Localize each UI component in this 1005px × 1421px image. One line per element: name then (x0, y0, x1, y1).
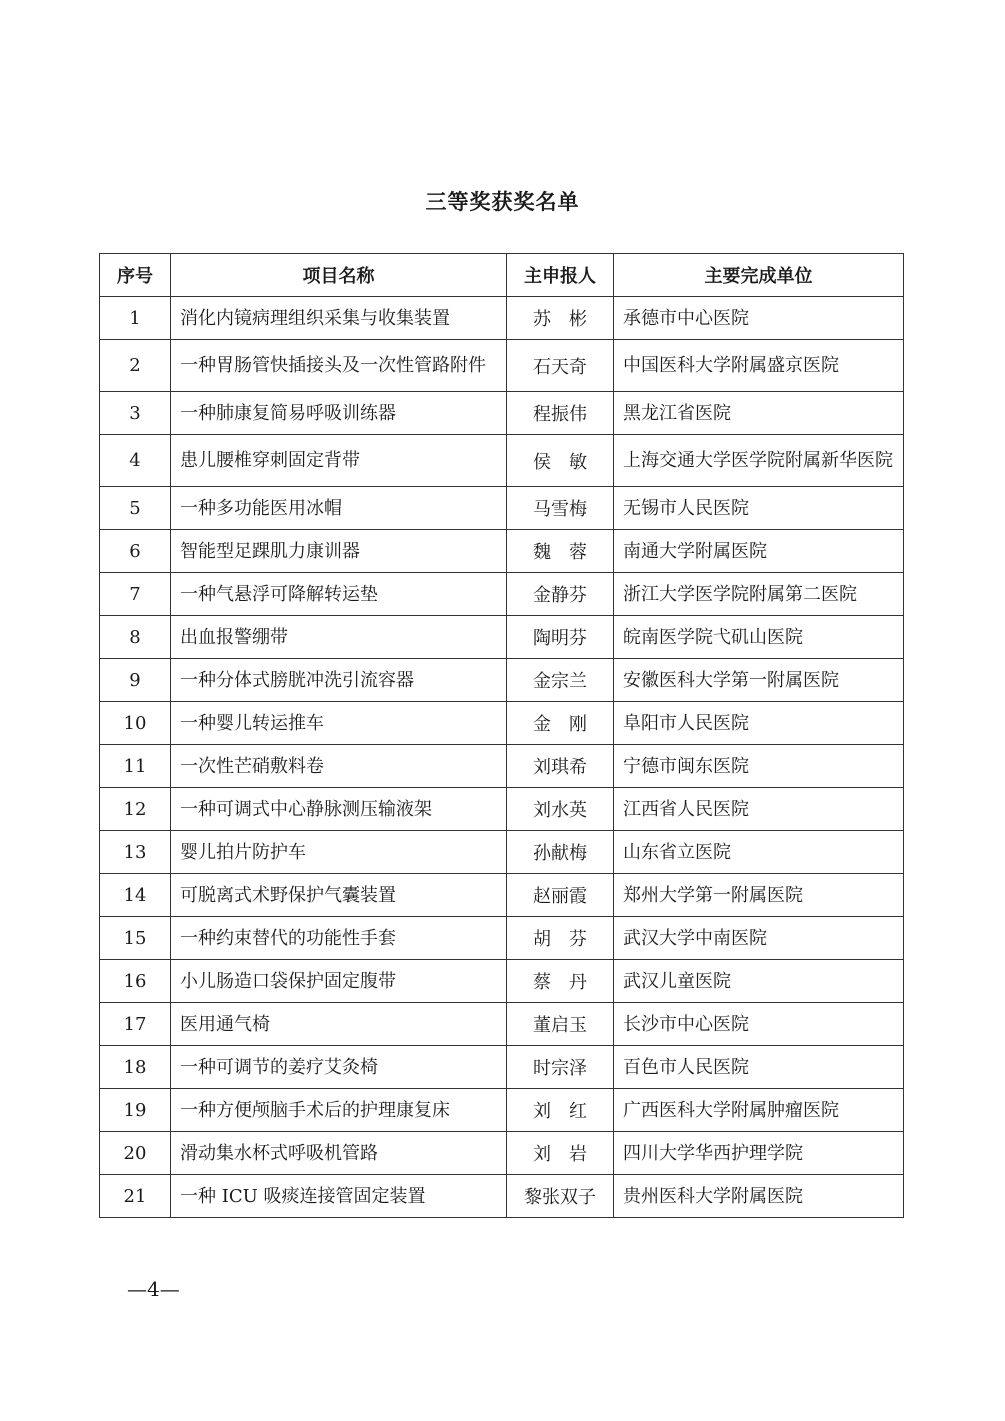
completion-unit: 郑州大学第一附属医院 (614, 874, 904, 917)
completion-unit: 山东省立医院 (614, 831, 904, 874)
header-person: 主申报人 (507, 254, 614, 297)
table-row (100, 831, 904, 874)
applicant-name: 程振伟 (507, 392, 614, 435)
table-row (100, 960, 904, 1003)
header-no: 序号 (100, 254, 171, 297)
table-row (100, 659, 904, 702)
completion-unit: 中国医科大学附属盛京医院 (614, 340, 904, 392)
table-body (100, 297, 904, 1218)
table-row (100, 340, 904, 392)
project-name: 消化内镜病理组织采集与收集装置 (171, 297, 507, 340)
table-row (100, 1003, 904, 1046)
project-name: 一种气悬浮可降解转运垫 (171, 573, 507, 616)
completion-unit: 贵州医科大学附属医院 (614, 1175, 904, 1218)
award-table (99, 253, 904, 1218)
table-row (100, 530, 904, 573)
table-row (100, 616, 904, 659)
applicant-name: 金 刚 (507, 702, 614, 745)
project-name: 出血报警绷带 (171, 616, 507, 659)
row-number: 12 (100, 788, 171, 831)
applicant-name: 陶明芬 (507, 616, 614, 659)
row-number: 20 (100, 1132, 171, 1175)
applicant-name: 刘 红 (507, 1089, 614, 1132)
project-name: 一种可调节的姜疗艾灸椅 (171, 1046, 507, 1089)
row-number: 21 (100, 1175, 171, 1218)
applicant-name: 孙献梅 (507, 831, 614, 874)
project-name: 婴儿拍片防护车 (171, 831, 507, 874)
row-number: 2 (100, 340, 171, 392)
applicant-name: 黎张双子 (507, 1175, 614, 1218)
table-row (100, 702, 904, 745)
project-name: 一种约束替代的功能性手套 (171, 917, 507, 960)
table-row (100, 297, 904, 340)
applicant-name: 胡 芬 (507, 917, 614, 960)
row-number: 7 (100, 573, 171, 616)
project-name: 一种胃肠管快插接头及一次性管路附件 (171, 340, 507, 392)
table-header-row (100, 254, 904, 297)
applicant-name: 石天奇 (507, 340, 614, 392)
table-row (100, 1089, 904, 1132)
row-number: 9 (100, 659, 171, 702)
project-name: 可脱离式术野保护气囊装置 (171, 874, 507, 917)
completion-unit: 承德市中心医院 (614, 297, 904, 340)
page-title: 三等奖获奖名单 (425, 190, 580, 214)
row-number: 15 (100, 917, 171, 960)
project-name: 一种肺康复简易呼吸训练器 (171, 392, 507, 435)
applicant-name: 金宗兰 (507, 659, 614, 702)
completion-unit: 武汉大学中南医院 (614, 917, 904, 960)
row-number: 3 (100, 392, 171, 435)
row-number: 1 (100, 297, 171, 340)
row-number: 16 (100, 960, 171, 1003)
project-name: 滑动集水杯式呼吸机管路 (171, 1132, 507, 1175)
project-name: 医用通气椅 (171, 1003, 507, 1046)
project-name: 一种分体式膀胱冲洗引流容器 (171, 659, 507, 702)
applicant-name: 时宗泽 (507, 1046, 614, 1089)
row-number: 4 (100, 435, 171, 487)
completion-unit: 浙江大学医学院附属第二医院 (614, 573, 904, 616)
row-number: 6 (100, 530, 171, 573)
completion-unit: 黑龙江省医院 (614, 392, 904, 435)
completion-unit: 宁德市闽东医院 (614, 745, 904, 788)
applicant-name: 金静芬 (507, 573, 614, 616)
table-row (100, 745, 904, 788)
table-row (100, 917, 904, 960)
completion-unit: 长沙市中心医院 (614, 1003, 904, 1046)
project-name: 小儿肠造口袋保护固定腹带 (171, 960, 507, 1003)
completion-unit: 广西医科大学附属肿瘤医院 (614, 1089, 904, 1132)
page-number: —4— (127, 1277, 180, 1301)
project-name: 一种多功能医用冰帽 (171, 487, 507, 530)
applicant-name: 侯 敏 (507, 435, 614, 487)
row-number: 19 (100, 1089, 171, 1132)
project-name: 一种 ICU 吸痰连接管固定装置 (171, 1175, 507, 1218)
header-unit: 主要完成单位 (614, 254, 904, 297)
completion-unit: 上海交通大学医学院附属新华医院 (614, 435, 904, 487)
applicant-name: 刘琪希 (507, 745, 614, 788)
completion-unit: 阜阳市人民医院 (614, 702, 904, 745)
table-row (100, 435, 904, 487)
completion-unit: 无锡市人民医院 (614, 487, 904, 530)
table-row (100, 1175, 904, 1218)
project-name: 一次性芒硝敷料卷 (171, 745, 507, 788)
table-row (100, 392, 904, 435)
applicant-name: 赵丽霞 (507, 874, 614, 917)
row-number: 8 (100, 616, 171, 659)
applicant-name: 刘水英 (507, 788, 614, 831)
applicant-name: 马雪梅 (507, 487, 614, 530)
completion-unit: 安徽医科大学第一附属医院 (614, 659, 904, 702)
row-number: 10 (100, 702, 171, 745)
project-name: 一种婴儿转运推车 (171, 702, 507, 745)
table-row (100, 573, 904, 616)
row-number: 17 (100, 1003, 171, 1046)
applicant-name: 刘 岩 (507, 1132, 614, 1175)
project-name: 一种方便颅脑手术后的护理康复床 (171, 1089, 507, 1132)
header-project: 项目名称 (171, 254, 507, 297)
completion-unit: 南通大学附属医院 (614, 530, 904, 573)
row-number: 5 (100, 487, 171, 530)
table-row (100, 874, 904, 917)
project-name: 一种可调式中心静脉测压输液架 (171, 788, 507, 831)
row-number: 14 (100, 874, 171, 917)
applicant-name: 苏 彬 (507, 297, 614, 340)
table-row (100, 788, 904, 831)
applicant-name: 董启玉 (507, 1003, 614, 1046)
table-row (100, 1046, 904, 1089)
project-name: 智能型足踝肌力康训器 (171, 530, 507, 573)
completion-unit: 四川大学华西护理学院 (614, 1132, 904, 1175)
row-number: 18 (100, 1046, 171, 1089)
completion-unit: 百色市人民医院 (614, 1046, 904, 1089)
completion-unit: 江西省人民医院 (614, 788, 904, 831)
completion-unit: 皖南医学院弋矶山医院 (614, 616, 904, 659)
applicant-name: 蔡 丹 (507, 960, 614, 1003)
completion-unit: 武汉儿童医院 (614, 960, 904, 1003)
applicant-name: 魏 蓉 (507, 530, 614, 573)
project-name: 患儿腰椎穿刺固定背带 (171, 435, 507, 487)
row-number: 13 (100, 831, 171, 874)
row-number: 11 (100, 745, 171, 788)
table-row (100, 487, 904, 530)
table-row (100, 1132, 904, 1175)
